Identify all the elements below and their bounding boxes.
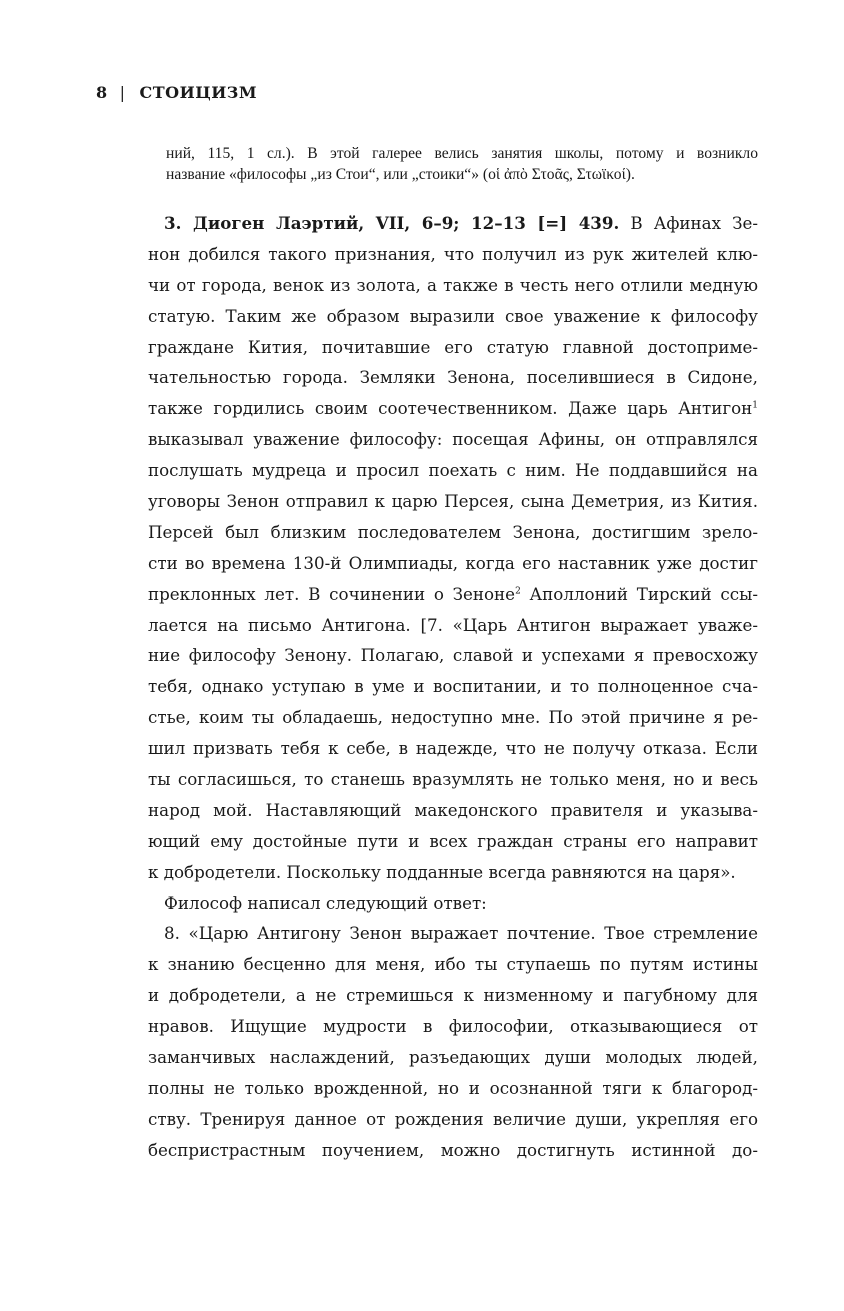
text-line-content: Аполлоний Тирский ссы- <box>520 583 758 604</box>
text-line: тебя, однако уступаю в уме и воспитании, и то полноценное сча- <box>148 676 758 697</box>
book-page <box>96 0 758 1311</box>
footnote-line: ний, 115, 1 сл.). В этой галерее велись занятия школы, потому и возникло <box>166 145 758 162</box>
footnote-reference: 2 <box>515 586 521 597</box>
footnote-line: название «философы „из Стои“, или „стоики“» (οἱ ἀπὸ Στοᾶς, Στωϊκοί). <box>166 166 635 183</box>
main-text <box>148 208 758 1166</box>
text-line: выказывал уважение философу: посещая Афины, он отправлялся <box>148 429 758 450</box>
footnote-continuation <box>166 143 758 185</box>
running-head <box>96 83 257 102</box>
text-line: уговоры Зенон отправил к царю Персея, сына Деметрия, из Кития. <box>148 491 758 512</box>
text-line: 8. «Царю Антигону Зенон выражает почтение. Твое стремление <box>164 923 758 944</box>
text-line-content: преклонных лет. В сочинении о Зеноне <box>148 583 516 604</box>
running-head-separator: | <box>119 83 126 102</box>
text-line: чи от города, венок из золота, а также в честь него отлили медную <box>148 274 758 295</box>
text-line: ству. Тренируя данное от рождения величие души, укрепляя его <box>148 1108 758 1129</box>
text-line: послушать мудреца и просил поехать с ним. Не поддавшийся на <box>148 460 758 481</box>
section-first-line-rest: В Афинах Зе- <box>619 213 758 233</box>
text-line: Персей был близким последователем Зенона, достигшим зрело- <box>148 521 758 542</box>
text-line: ние философу Зенону. Полагаю, славой и успехами я превосхожу <box>148 645 758 666</box>
text-line: к добродетели. Поскольку подданные всегда равняются на царя». <box>148 861 736 882</box>
text-line: граждане Кития, почитавшие его статую главной достоприме- <box>148 336 758 357</box>
text-line: к знанию бесценно для меня, ибо ты ступаешь по путям истины <box>148 954 758 975</box>
text-line: чательностью города. Земляки Зенона, поселившиеся в Сидоне, <box>148 367 758 388</box>
running-head-title: СТОИЦИЗМ <box>139 83 258 102</box>
paragraph-reply-intro: Философ написал следующий ответ: <box>164 892 487 913</box>
text-line: народ мой. Наставляющий македонского правителя и указыва- <box>148 799 758 820</box>
text-line: статую. Таким же образом выразили свое уважение к философу <box>148 305 758 326</box>
text-line: нравов. Ищущие мудрости в философии, отказывающиеся от <box>148 1016 758 1037</box>
text-line: лается на письмо Антигона. [7. «Царь Антигон выражает уваже- <box>148 614 758 635</box>
text-line: сти во времена 130-й Олимпиады, когда его наставник уже достиг <box>148 552 758 573</box>
section-first-line <box>148 208 758 239</box>
text-line: беспристрастным поучением, можно достигнуть истинной до- <box>148 1139 758 1160</box>
text-line: и добродетели, а не стремишься к низменному и пагубному для <box>148 985 758 1006</box>
text-line: ты согласишься, то станешь вразумлять не только меня, но и весь <box>148 769 758 790</box>
text-line: заманчивых наслаждений, разъедающих души молодых людей, <box>148 1047 758 1068</box>
text-line: шил призвать тебя к себе, в надежде, что не получу отказа. Если <box>148 738 758 759</box>
text-line: нон добился такого признания, что получил из рук жителей клю- <box>148 243 758 264</box>
text-line: ющий ему достойные пути и всех граждан страны его направит <box>148 830 758 851</box>
text-line: стье, коим ты обладаешь, недоступно мне. По этой причине я ре- <box>148 707 758 728</box>
section-heading: 3. Диоген Лаэртий, VII, 6–9; 12–13 [=] 439. <box>164 213 620 233</box>
text-line <box>148 393 758 424</box>
text-line: полны не только врожденной, но и осознанной тяги к благород- <box>148 1077 758 1098</box>
page-number: 8 <box>96 83 108 102</box>
text-line <box>148 579 758 610</box>
text-line-content: также гордились своим соотечественником. Даже царь Антигон <box>148 398 753 419</box>
footnote-reference: 1 <box>752 400 758 411</box>
